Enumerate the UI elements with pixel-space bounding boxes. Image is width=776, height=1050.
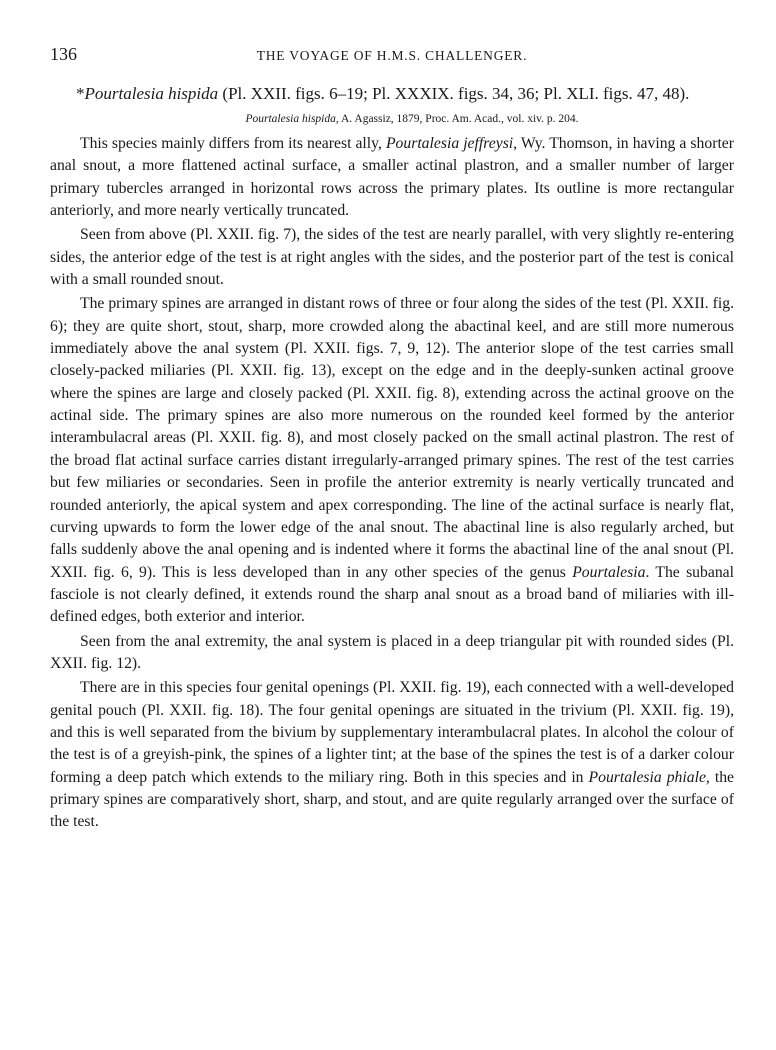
- page-number: 136: [50, 44, 77, 64]
- paragraph-text: . The subanal fasciole is not clearly defined, it extends round the sharp anal snout as a broad band of miliaries with ill-defined edges, both exterior and interior.: [50, 563, 734, 626]
- paragraph-5: [50, 677, 734, 833]
- species-plates: (Pl. XXII. figs. 6–19; Pl. XXXIX. figs. 34, 36; Pl. XLI. figs. 47, 48).: [222, 84, 690, 103]
- paragraph-4: Seen from the anal extremity, the anal system is placed in a deep triangular pit with rounded sides (Pl. XXII. fig. 12).: [50, 632, 734, 672]
- page-header: [50, 36, 734, 62]
- paragraph-1: [50, 133, 734, 222]
- species-star: *: [76, 84, 85, 103]
- running-title: THE VOYAGE OF H.M.S. CHALLENGER.: [256, 48, 528, 63]
- species-name: Pourtalesia hispida: [84, 84, 219, 103]
- species-ref: Pourtalesia jeffreysi: [385, 135, 514, 152]
- paragraph-text: , the primary spines are comparatively short, sharp, and stout, and are quite regularly arranged over the surface of the test.: [50, 768, 734, 831]
- paragraph-3: [50, 293, 734, 628]
- species-ref: Pourtalesia: [572, 563, 646, 581]
- species-heading: [50, 83, 734, 105]
- synonymy-citation: [50, 111, 734, 127]
- paragraph-text: There are in this species four genital openings (Pl. XXII. fig. 19), each connected with a well-developed genital pouch (Pl. XXII. fig. 18). The four genital openings are situated in the trivium (Pl. XXII. fig. 19), and this is well separated from the bivium by supplementary interambulacral plates. In alcohol the colour of the test is of a greyish-pink, the spines of a lighter tint; at the base of the spines the test is of a darker colour forming a deep patch which extends to the miliary ring. Both in this species and in: [50, 679, 734, 786]
- species-ref: Pourtalesia phiale: [588, 768, 706, 786]
- paragraph-text: This species mainly differs from its nearest ally,: [80, 135, 386, 152]
- citation-text: , A. Agassiz, 1879, Proc. Am. Acad., vol. xiv. p. 204.: [335, 113, 579, 125]
- paragraph-2: Seen from above (Pl. XXII. fig. 7), the sides of the test are nearly parallel, with very slightly re-entering sides, the anterior edge of the test is at right angles with the sides, and the posterior part of the test is conical with a small rounded snout.: [50, 226, 734, 289]
- paragraph-text: The primary spines are arranged in distant rows of three or four along the sides of the test (Pl. XXII. fig. 6); they are quite short, stout, sharp, more crowded along the abactinal keel, and are still more numerous immediately above the anal system (Pl. XXII. figs. 7, 9, 12). The anterior slope of the test carries small closely-packed miliaries (Pl. XXII. fig. 13), except on the edge and in the deeply-sunken actinal groove where the spines are large and closely packed (Pl. XXII. fig. 8), extending across the actinal groove on the actinal side. The primary spines are also more numerous on the rounded keel formed by the anterior interambulacral areas (Pl. XXII. fig. 8), and most closely packed on the small actinal plastron. The rest of the broad flat actinal surface carries distant irregularly-arranged primary spines. The rest of the test carries but few miliaries or secondaries. Seen in profile the anterior extremity is nearly vertically truncated and rounded anteriorly, the apical system and apex corresponding. The line of the actinal surface is nearly flat, curving upwards to form the lower edge of the anal snout. The abactinal line is also regularly arched, but falls suddenly above the anal opening and is indented where it forms the abactinal line of the anal snout (Pl. XXII. fig. 6, 9). This is less developed than in any other species of the genus: [50, 295, 734, 581]
- citation-name: Pourtalesia hispida: [245, 113, 336, 125]
- paragraph-text: , Wy. Thomson, in having a shorter anal snout, a more flattened actinal surface, a smaller actinal plastron, and a smaller number of larger primary tubercles arranged in horizontal rows across the primary plates. Its outline is more rectangular anteriorly, and more nearly vertically truncated.: [50, 135, 734, 220]
